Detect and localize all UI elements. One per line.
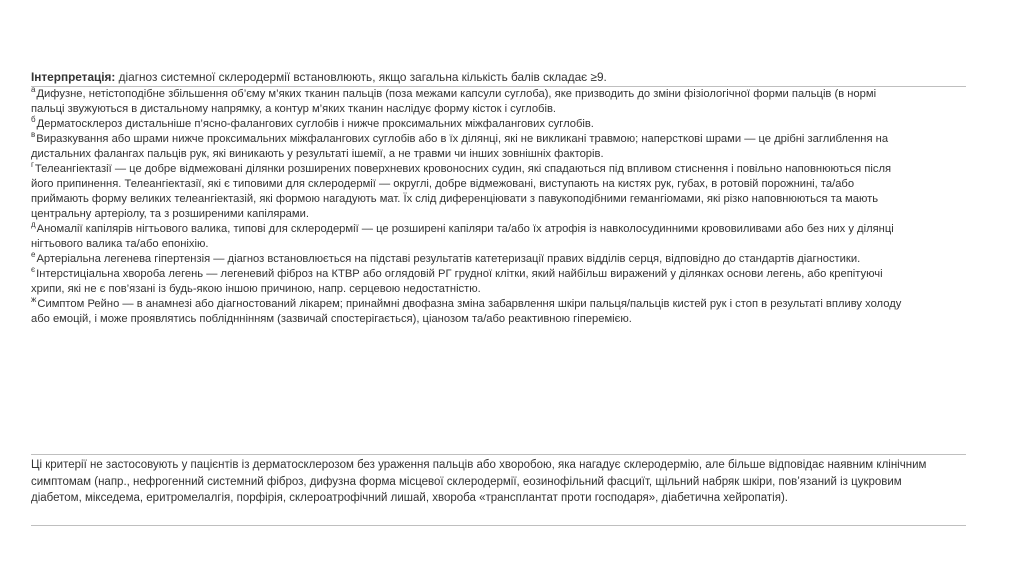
footnote-line: дистальних фалангах пальців рук, які виникають у результаті ішемії, а не травми чи інших зовнішніх факторів. — [31, 148, 604, 160]
footnote-mark: е — [31, 250, 36, 259]
criteria-note-line: діабетом, мікседема, еритромелалгія, порфірія, склероатрофічний лишай, хвороба «трансплантат проти господаря», діабетична хейропатія). — [31, 492, 788, 504]
footnote-line: пальці звужуються в дистальному напрямку, а контур м’яких тканин наслідує форму кісток і суглобів. — [31, 103, 557, 115]
criteria-note — [31, 457, 966, 507]
footnote-e — [31, 252, 966, 267]
criteria-note-line: Ці критерії не застосовують у пацієнтів із дерматосклерозом без ураження пальців або хворобою, яка нагадує склеродермію, але більше відповідає наявним клінічним — [31, 459, 927, 471]
footnote-line: Дерматосклероз дистальніше п’ясно-фалангових суглобів і нижче проксимальних міжфалангових суглобів. — [36, 118, 594, 130]
footnote-line: Телеангіектазії — це добре відмежовані ділянки розширених поверхневих кровоносних судин, які спадаються під впливом стиснення і повільно наповнюються після — [34, 163, 892, 175]
footnote-zh — [31, 297, 966, 327]
footnote-b — [31, 117, 966, 132]
footnote-line: нігтьового валика та/або епоніхію. — [31, 238, 209, 250]
footnote-line: хрипи, які не є пов’язані із будь-якою іншою причиною, напр. серцевою недостатністю. — [31, 283, 481, 295]
footnotes — [31, 87, 966, 327]
footnote-g — [31, 162, 966, 222]
divider-bottom — [31, 525, 966, 526]
footnote-ye — [31, 267, 966, 297]
footnote-d — [31, 222, 966, 252]
footnote-mark: ж — [31, 295, 37, 304]
footnote-line: Виразкування або шрами нижче проксимальних міжфалангових суглобів або в їх ділянці, які не викликані травмою; наперсткові шрами — це дрібні заглиблення на — [36, 133, 889, 145]
slide-content — [31, 0, 966, 574]
footnote-line: Дифузне, нетістоподібне збільшення об’єму м’яких тканин пальців (поза межами капсули суглоба), яке призводить до зміни фізіологічної форми пальців (в нормі — [36, 88, 877, 100]
footnote-mark: г — [31, 160, 34, 169]
footnote-mark: б — [31, 115, 36, 124]
footnote-line: Артеріальна легенева гіпертензія — діагноз встановлюється на підставі результатів катетеризації правих відділів серця, відповідно до стандартів діагностики. — [36, 253, 861, 265]
footnote-line: центральну артеріолу, та з розширеними капілярами. — [31, 208, 309, 220]
footnote-line: Інтерстиціальна хвороба легень — легеневий фіброз на КТВР або оглядовій РГ грудної клітки, який найбільш виражений у ділянках основи легень, або крепітуючі — [36, 268, 883, 280]
criteria-note-line: симптомам (напр., нефрогенний системний фіброз, дифузна форма місцевої склеродермії, еозинофільний фасциїт, щільний набряк шкіри, пов’язаний із цукровим — [31, 475, 902, 488]
footnote-mark: д — [31, 220, 36, 229]
footnote-line: його припинення. Телеангіектазії, які є типовими для склеродермії — округлі, добре відмежовані, виступають на кистях рук, губах, в ротовій порожнині, та/або — [31, 178, 855, 190]
footnote-mark: в — [31, 130, 36, 139]
interpretation-line — [31, 69, 966, 85]
footnote-mark: а — [31, 85, 36, 94]
footnote-line: або емоцій, і може проявлятись поблідннінням (зазвичай спостерігається), ціанозом та/або реактивною гіперемією. — [31, 313, 632, 325]
footnote-line: приймають форму великих телеангіектазій, які формою нагадують мат. Їх слід диференціювати з павукоподібними гемангіомами, які різко наповнюються та мають — [31, 193, 879, 205]
footnote-v — [31, 132, 966, 162]
footnote-line: Аномалії капілярів нігтьового валика, типові для склеродермії — це розширені капіляри та/або їх атрофія із навколосудинними крововиливами або без них у ділянці — [36, 223, 894, 235]
footnote-a — [31, 87, 966, 117]
interpretation-text: діагноз системної склеродермії встановлюють, якщо загальна кількість балів складає ≥9. — [115, 70, 607, 84]
interpretation-label: Інтерпретація: — [31, 70, 116, 84]
divider-middle — [31, 454, 966, 455]
footnote-line: Симптом Рейно — в анамнезі або діагностований лікарем; принаймні двофазна зміна забарвлення шкіри пальця/пальців кистей рук і стоп в результаті впливу холоду — [37, 298, 902, 310]
footnote-mark: є — [31, 265, 36, 274]
